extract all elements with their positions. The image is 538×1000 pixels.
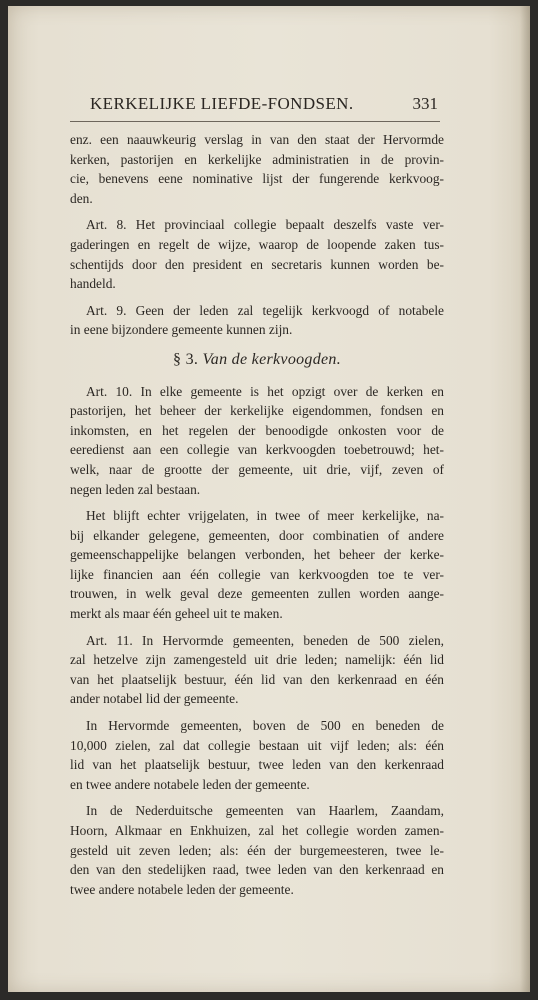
- text-line: pastorijen, het beheer der kerkelijke eigendommen, fondsen en: [70, 403, 444, 419]
- text-line: van het plaatselijk bestuur, één lid van den kerkenraad en één: [70, 671, 444, 687]
- section-number: § 3.: [172, 350, 199, 368]
- text-line: negen leden zal bestaan.: [70, 481, 201, 497]
- text-block-before-section: [70, 130, 444, 340]
- text-line: In Hervormde gemeenten, boven de 500 en beneden de: [86, 718, 444, 734]
- body-text: [70, 130, 444, 906]
- paragraph: [70, 130, 444, 208]
- text-line: gemeenschappelijke belangen verbonden, het beheer der kerke-: [70, 547, 444, 563]
- text-line: cie, benevens eene nominative lijst der fungerende kerkvoog-: [70, 171, 444, 187]
- text-line: den.: [70, 190, 93, 206]
- text-line: lid van het plaatselijk bestuur, twee leden van den kerkenraad: [70, 757, 444, 773]
- text-line: den van den stedelijken raad, twee leden van den kerkenraad en: [70, 862, 444, 878]
- text-line: inkomsten, en het regelen der benoodigde onkosten voor de: [70, 422, 444, 438]
- text-line: twee andere notabele leden der gemeente.: [70, 881, 294, 897]
- section-title: Van de kerkvoogden.: [202, 350, 342, 368]
- text-line: handeld.: [70, 276, 116, 292]
- page-header: [90, 94, 438, 120]
- paragraph: [70, 801, 444, 899]
- text-block-after-section: [70, 382, 444, 900]
- running-title: KERKELIJKE LIEFDE-FONDSEN.: [90, 94, 354, 113]
- text-line: schentijds door den president en secretaris kunnen worden be-: [70, 256, 444, 272]
- text-line: 10,000 zielen, zal dat collegie bestaan uit vijf leden; als: één: [70, 737, 444, 753]
- text-line: Art. 9. Geen der leden zal tegelijk kerkvoogd of notabele: [86, 302, 444, 318]
- header-rule: [70, 121, 440, 122]
- text-line: ander notabel lid der gemeente.: [70, 691, 239, 707]
- text-line: zal hetzelve zijn zamengesteld uit drie leden; namelijk: één lid: [70, 652, 444, 668]
- paragraph: [70, 631, 444, 709]
- text-line: Hoorn, Alkmaar en Enkhuizen, zal het collegie worden zamen-: [70, 823, 444, 838]
- text-line: gaderingen en regelt de wijze, waarop de loopende zaken tus-: [70, 236, 444, 252]
- text-line: bij elkander gelegene, gemeenten, door combinatien of andere: [70, 527, 444, 543]
- text-line: Het blijft echter vrijgelaten, in twee of meer kerkelijke, na-: [86, 508, 444, 524]
- text-line: merkt als maar één geheel uit te maken.: [70, 606, 283, 622]
- text-line: lijke financien aan één collegie van kerkvoogden toe te ver-: [70, 566, 444, 582]
- text-line: Art. 11. In Hervormde gemeenten, beneden de 500 zielen,: [86, 632, 444, 648]
- page-number: 331: [412, 94, 438, 113]
- paragraph: [70, 215, 444, 293]
- text-line: kerken, pastorijen en kerkelijke administratien in de provin-: [70, 151, 444, 167]
- text-line: Art. 10. In elke gemeente is het opzigt over de kerken en: [86, 383, 444, 399]
- paragraph: [70, 506, 444, 624]
- paragraph: [70, 716, 444, 794]
- text-line: en twee andere notabele leden der gemeente.: [70, 776, 310, 792]
- text-line: enz. een naauwkeurig verslag in van den staat der Hervormde: [70, 132, 444, 147]
- text-line: Art. 8. Het provinciaal collegie bepaalt deszelfs vaste ver-: [86, 217, 444, 233]
- text-line: trouwen, in welk geval deze gemeenten zullen worden aange-: [70, 586, 444, 602]
- book-page: [8, 6, 530, 992]
- text-line: In de Nederduitsche gemeenten van Haarlem, Zaandam,: [86, 803, 444, 819]
- text-line: in eene bijzondere gemeente kunnen zijn.: [70, 322, 293, 338]
- text-line: welk, naar de grootte der gemeente, uit drie, vijf, zeven of: [70, 461, 444, 477]
- section-heading: [70, 350, 444, 370]
- text-line: gesteld uit zeven leden; als: één der burgemeesteren, twee le-: [70, 842, 444, 858]
- paragraph: [70, 301, 444, 340]
- paragraph: [70, 382, 444, 500]
- text-line: eeredienst aan een collegie van kerkvoogden toebetrouwd; het-: [70, 442, 444, 458]
- page-edge-shadow: [520, 6, 530, 992]
